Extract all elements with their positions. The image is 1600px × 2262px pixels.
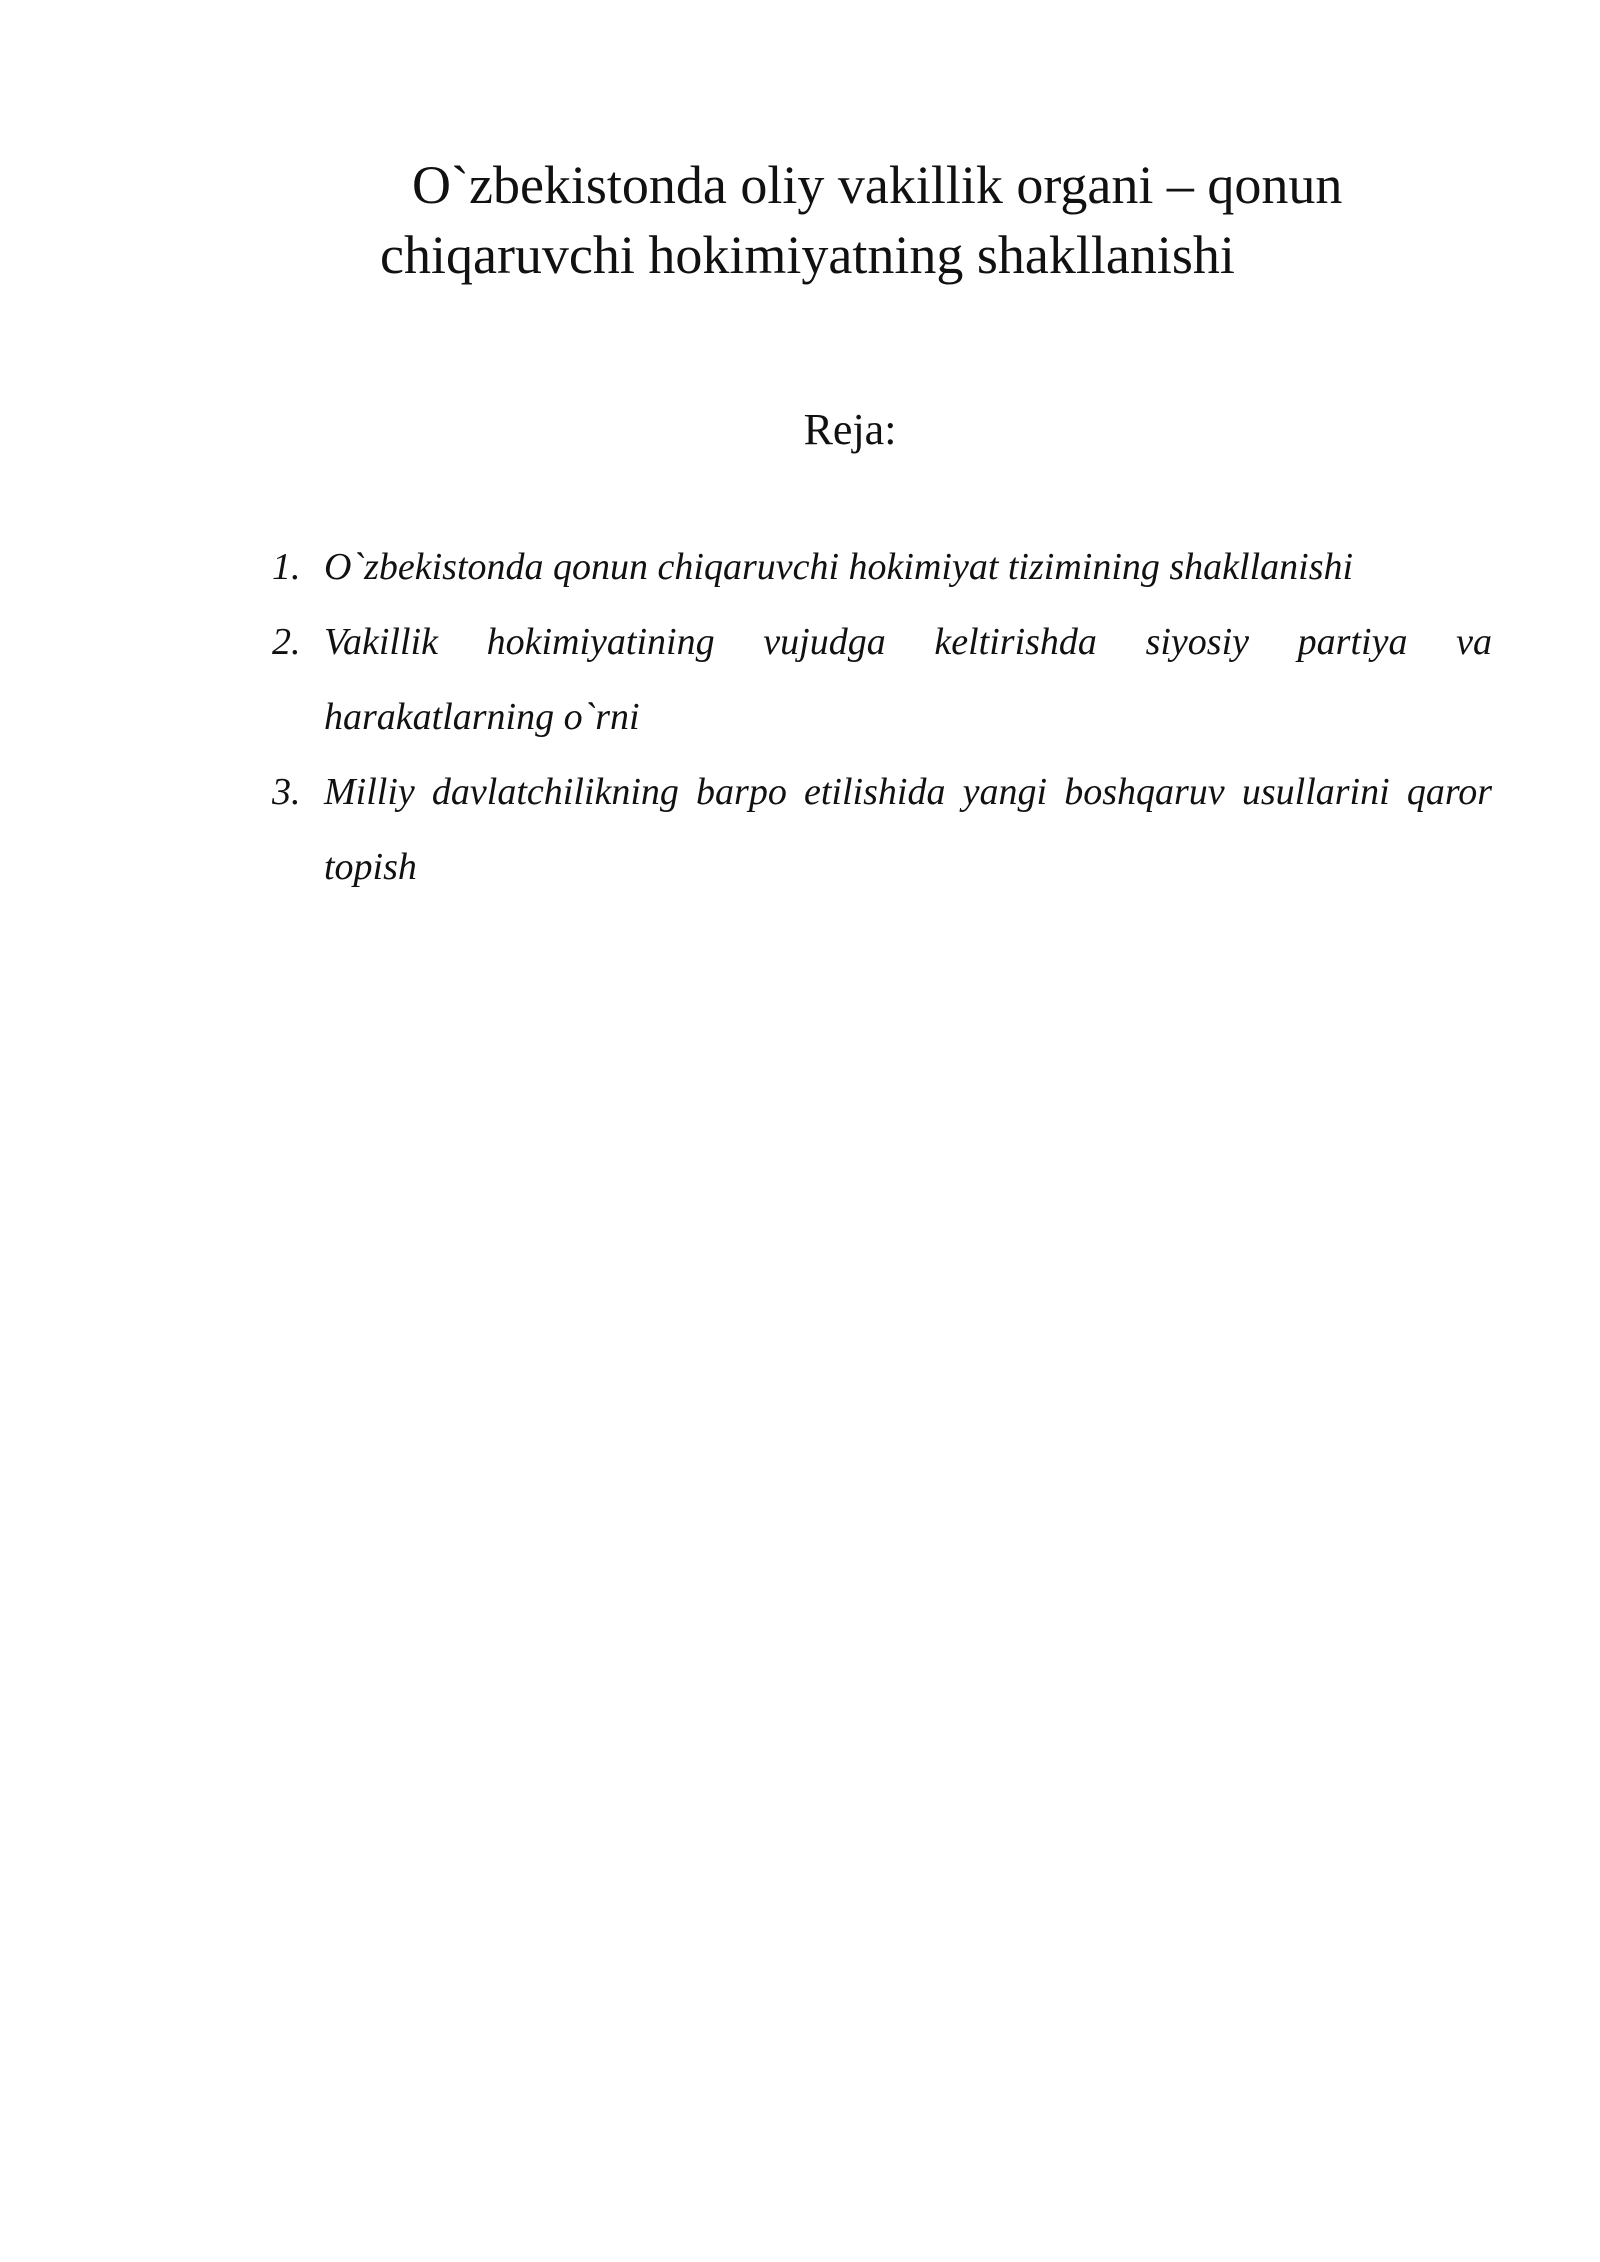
plan-item-text: O`zbekistonda qonun chiqaruvchi hokimiyat tizimining shakllanishi — [324, 546, 1354, 588]
plan-item-text: Vakillik hokimiyatining vujudga keltirishda siyosiy partiya va harakatlarning o`rni — [324, 621, 1492, 738]
plan-item-number: 1. — [272, 546, 301, 588]
plan-item — [272, 605, 1492, 755]
plan-item-text: Milliy davlatchilikning barpo etilishida yangi boshqaruv usullarini qaror topish — [324, 771, 1492, 888]
title-line-1: O`zbekistonda oliy vakillik organi – qonun — [412, 155, 1343, 215]
plan-list — [272, 530, 1492, 905]
plan-item — [272, 530, 1492, 605]
document-title — [380, 150, 1480, 290]
title-line-2: chiqaruvchi hokimiyatning shakllanishi — [380, 225, 1235, 285]
plan-item — [272, 755, 1492, 905]
plan-item-number: 2. — [272, 621, 301, 663]
plan-heading: Reja: — [803, 405, 897, 454]
plan-item-number: 3. — [272, 771, 301, 813]
